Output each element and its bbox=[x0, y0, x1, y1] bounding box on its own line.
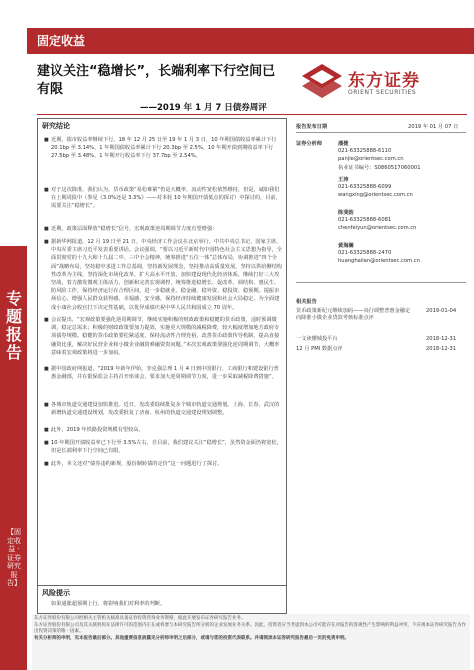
disclaimer-footer bbox=[32, 614, 470, 670]
bullet-icon: ■ bbox=[44, 402, 49, 408]
footer-line: 有关分析师的申明，见本报告最后部分。其他重要信息披露见分析师申明之后部分，或请与您的投资代表联系。并请阅读本证券研究报告最后一页的免责申明。 bbox=[34, 636, 349, 641]
bullet-icon: ■ bbox=[44, 317, 49, 323]
related-report-date: 2018-12-31 bbox=[426, 336, 457, 342]
analyst-name: 陈斐韵 bbox=[338, 210, 354, 216]
bullet-icon: ■ bbox=[44, 226, 49, 232]
conclusion-paragraph bbox=[44, 426, 283, 434]
section-label: 固定收益 bbox=[37, 34, 86, 48]
related-report-date: 2019-01-04 bbox=[426, 308, 457, 314]
conclusion-paragraph bbox=[44, 136, 283, 161]
related-label: 相关报告 bbox=[296, 299, 317, 305]
paragraph-text: 近期，债市收益率继续下行，18 年 12 月 25 日至 19 年 1 月 3 日，10 年期国债收益率累计下行 20.1bp 至 3.14%，1 年期国债收益率累计下行 20.3bp 至 2.5%，10 年期开债到期收益率下行 27.5bp 至 3.48%，1 年期开行收益率下行 37.7bp 至 2.54%。 bbox=[51, 137, 277, 160]
paragraph-text: 各城市轨道交通建设加快推进。近日，发改委陆续批复多个城市轨道交通规划。上海、长春、武汉的新增轨道交通建设规划，发改委批复了济南、杭州的轨道交通建设规划调整。 bbox=[51, 402, 280, 417]
footer-line: 东方证券股份有限公司及其关联机构在法律许可的范围内正在或将要与本研究报告所分析的企业发展业务关系。因此，投资者应当考虑到本公司可能存在对报告的客观性产生影响的利益冲突，不应视本证券研究报告为作出投资决策的唯一因素。 bbox=[34, 623, 466, 634]
analyst-email[interactable]: wangxing@orientsec.com.cn bbox=[338, 192, 413, 198]
paragraph-text: 近期，政策层面释放“稳增长”信号，宏观政策逆周期调节力度有望增强： bbox=[51, 226, 218, 232]
sidebar-category: 专题报告 bbox=[5, 289, 22, 362]
conclusion-paragraph bbox=[44, 225, 283, 233]
risk-heading: 风险提示 bbox=[42, 589, 70, 597]
bullet-icon: ■ bbox=[44, 239, 49, 245]
section-header bbox=[27, 28, 474, 54]
conclusion-paragraph bbox=[44, 186, 283, 211]
bullet-icon: ■ bbox=[44, 137, 49, 143]
related-report-title[interactable]: 12 月 PMI 数据点评 bbox=[296, 346, 343, 352]
report-date-label: 报告发布日期 bbox=[296, 124, 328, 130]
conclusion-paragraph bbox=[44, 460, 283, 468]
related-report-title[interactable]: 一文读懂城投平台 bbox=[296, 336, 338, 342]
conclusion-paragraph bbox=[44, 238, 283, 312]
paragraph-text: 对于这次降准，我们认为，货币政策“易松难紧”仍是大概率，流动性宽松依然维持，但是，诚如我们在上期周报中（参见《3.0%还是 3.3%》——对本轮 10 年期国开债低点的探讨）中探讨的，目前，需要关注“稳增长”。 bbox=[51, 187, 281, 210]
analyst-phone: 021-63325888-6081 bbox=[338, 217, 392, 223]
bullet-icon: ■ bbox=[44, 440, 49, 446]
analyst-phone: 021-63325888-6110 bbox=[338, 148, 392, 154]
paragraph-text: 此外，本文还对“债券违约新规，股份制转债的定价”这一问题进行了探讨。 bbox=[51, 461, 223, 467]
sidebar-vertical-label: 【固定收益 · 证券研究报告】 bbox=[7, 528, 21, 587]
logo-mark-icon bbox=[300, 62, 344, 102]
date-divider bbox=[296, 132, 466, 133]
analyst-phone: 021-63325888-6099 bbox=[338, 184, 392, 190]
sidebar bbox=[0, 0, 27, 670]
paragraph-text: 会议提出，“宏观政策要强化逆周期调节，继续实施积极的财政政策和稳健的货币政策，适时预调微调，稳定总需求；积极的财政政策要加力提效，实施更大规模的减税降费，较大幅度增加地方政府专项债券规模。稳健的货币政策要松紧适度，保持流动性合理充裕，改善货币政策传导机制，提高直接融资比重，解决好民营企业和小微企业融资难融资贵问题。”本次宏观政策要强化逆周期调节，大概率意味着宏观政策将进一步加码。 bbox=[51, 317, 280, 356]
conclusion-paragraph bbox=[44, 365, 283, 381]
bullet-icon: ■ bbox=[44, 427, 49, 433]
analyst-name: 黄海澜 bbox=[338, 243, 354, 249]
analyst-email[interactable]: chenfeiyun@orientsec.com.cn bbox=[338, 225, 417, 231]
report-date-value: 2019 年 01 月 07 日 bbox=[408, 124, 459, 130]
orient-logo bbox=[300, 62, 440, 106]
related-report-title[interactable]: 货币政策新纪元继续加码——央行调整普惠金融定向降准小微企业贷款考核标准点评 bbox=[296, 308, 411, 321]
logo-en: ORIENT SECURITIES bbox=[348, 89, 417, 96]
paragraph-text: 据中国政府网报道，“2019 年新年伊始，李克强总理 1 月 4 日到中国银行、工商银行和建设银行普惠金融部，并在银保监会主持召开座谈会，要求加大逆周期调节力度，进一步采取减税降费措施”。 bbox=[51, 366, 279, 381]
paragraph-text: 10 年期国开债收益率已下行至 3.5%左右，自目前，我们建议关注“稳增长”，虽然资金面仍将宽松，但是长端利率下行空间已有限。 bbox=[51, 440, 282, 455]
paragraph-text: 此外，2019 年铁路投资规模有望较高。 bbox=[51, 427, 144, 433]
related-report-date: 2018-12-31 bbox=[426, 346, 457, 352]
risk-box bbox=[37, 586, 287, 614]
research-conclusion-box bbox=[37, 118, 287, 586]
analyst-divider bbox=[296, 282, 466, 283]
analyst-label: 证券分析师 bbox=[296, 141, 322, 147]
header-rule bbox=[37, 114, 467, 115]
analyst-email[interactable]: huanghailan@orientsec.com.cn bbox=[338, 258, 420, 264]
report-subtitle: ——2019 年 1 月 7 日债券周评 bbox=[140, 103, 267, 113]
bullet-icon: ■ bbox=[44, 366, 49, 372]
analyst-email[interactable]: panjie@orientsec.com.cn bbox=[338, 156, 404, 162]
footer-line: 东方证券股份有限公司经相关主管机关核准具备证券投资咨询业务资格，据此开展发布证券研究报告业务。 bbox=[34, 616, 246, 621]
paragraph-text: 据新华网报道，12 月 19 日至 21 日，中央经济工作会议在北京举行。中共中央总书记、国家主席、中央军委主席习近平发表重要讲话。会议强调，“要以习近平新时代中国特色社会主义思想为指导，全面贯彻党的十九大和十九届二中、三中全会精神，统筹推进“五位一体”总体布局，协调推进“四个全面”战略布局，坚持稳中求进工作总基调，坚持新发展理念，坚持推动高质量发展，坚持以供给侧结构性改革为主线，坚持深化市场化改革、扩大高水平开放，加快建设现代化经济体系，继续打好三大攻坚战，着力激发微观主体活力，创新和完善宏观调控，统筹推进稳增长、促改革、调结构、惠民生、防风险工作，保持经济运行在合理区间，进一步稳就业、稳金融、稳外资、稳投资、稳预期，提振市场信心，增强人民群众获得感、幸福感、安全感，保持经济持续健康发展和社会大局稳定，为全面建成小康社会收官打下决定性基础，以优异成绩庆祝中华人民共和国成立 70 周年。 bbox=[51, 239, 282, 311]
bullet-icon: ■ bbox=[44, 187, 49, 193]
conclusion-paragraph bbox=[44, 439, 283, 455]
analyst-cert: 执业证书编号：S0860517060001 bbox=[338, 165, 421, 171]
report-title: 建议关注“稳增长”，长端利率下行空间已有限 bbox=[37, 64, 276, 97]
bullet-icon: ■ bbox=[44, 461, 49, 467]
conclusion-paragraph bbox=[44, 316, 283, 357]
analyst-phone: 021-63325888-2470 bbox=[338, 250, 392, 256]
logo-cn: 东方证券 bbox=[348, 71, 420, 91]
risk-text: 如果通胀超预期上行，将影响我们对利率的判断。 bbox=[51, 601, 166, 607]
research-heading: 研究结论 bbox=[42, 122, 70, 130]
analyst-name: 潘捷 bbox=[338, 141, 349, 147]
analyst-name: 王涛 bbox=[338, 177, 349, 183]
conclusion-paragraph bbox=[44, 401, 283, 417]
